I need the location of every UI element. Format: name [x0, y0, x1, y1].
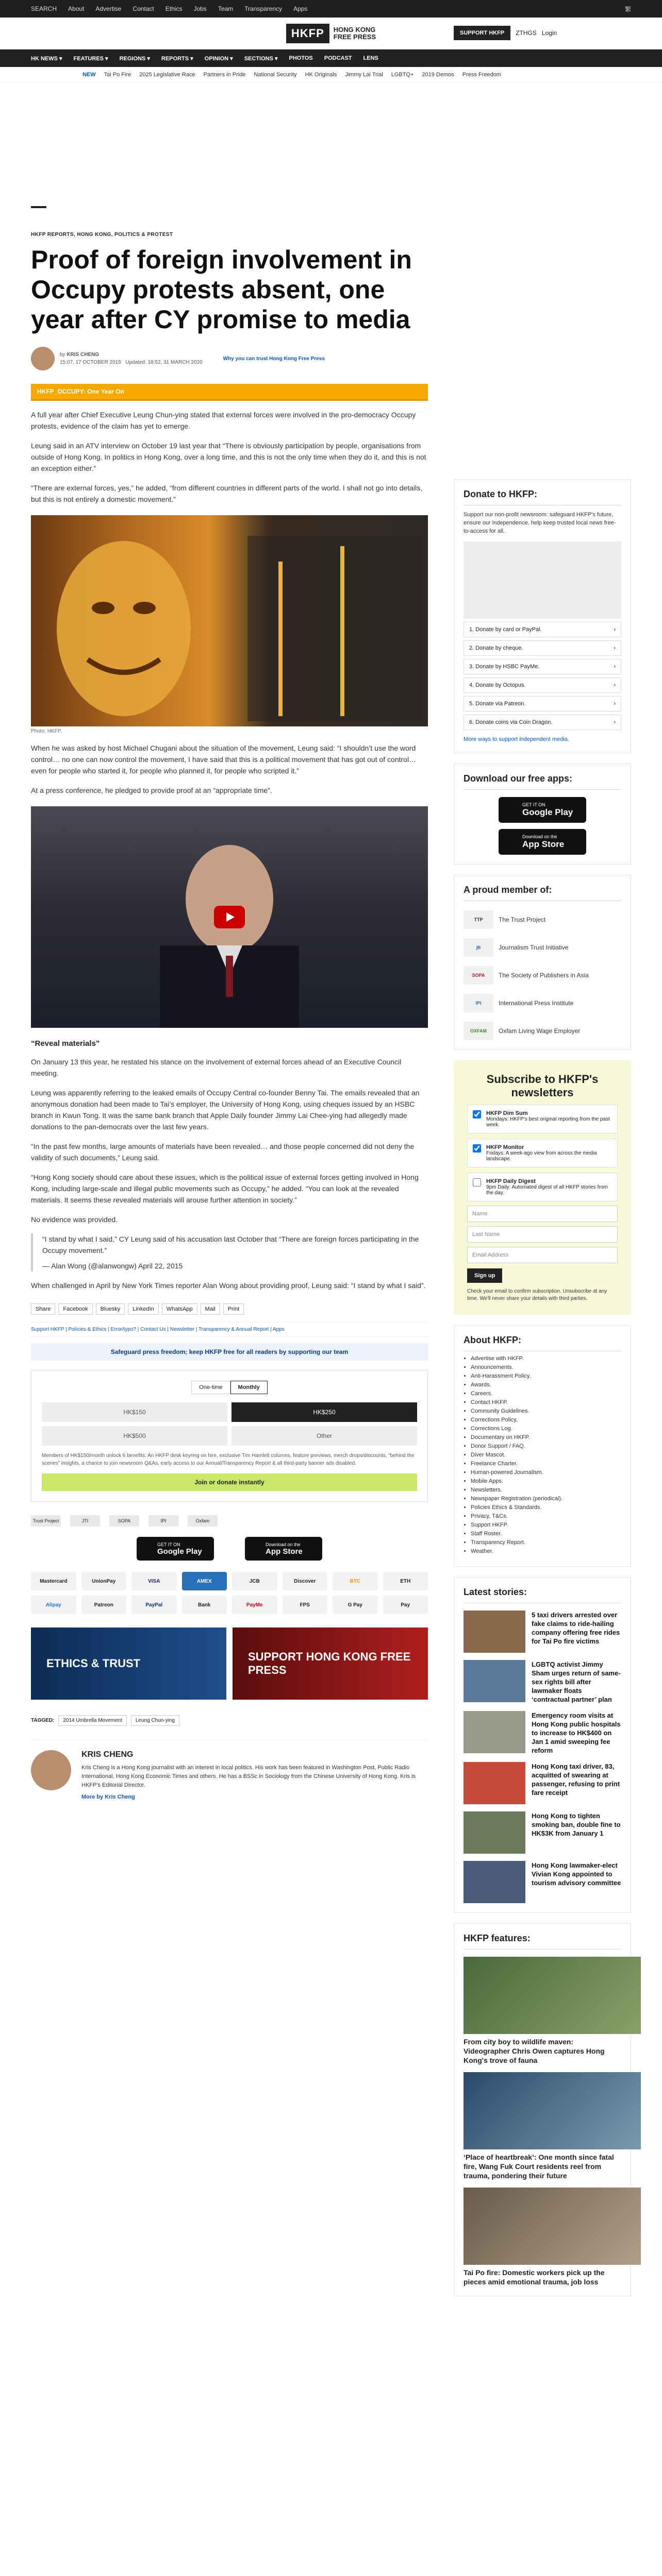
about-link[interactable]: • Mobile Apps.	[471, 1478, 621, 1484]
photo-caption: Photo: HKFP.	[31, 728, 62, 734]
story-title[interactable]: Hong Kong lawmaker-elect Vivian Kong appointed to tourism advisory committee	[532, 1861, 621, 1887]
story-thumb[interactable]	[464, 1762, 525, 1804]
nav-opinion[interactable]: OPINION ▾	[204, 55, 233, 62]
features-widget	[454, 1923, 631, 2296]
about-link[interactable]: • Diver Mascot.	[471, 1452, 621, 1458]
partner-logos	[31, 1515, 428, 1527]
trending-item[interactable]: Tai Po Fire	[104, 71, 131, 78]
ethics-promo[interactable]: ETHICS & TRUST	[31, 1628, 226, 1700]
feature-title[interactable]: ‘Place of heartbreak’: One month since fatal fire, Wang Fuk Court residents reel from trauma, pondering their future	[464, 2153, 614, 2180]
ipi-logo[interactable]: IPI	[148, 1515, 178, 1527]
trending-item[interactable]: Press Freedom	[462, 71, 501, 78]
promo-banners	[31, 1628, 428, 1700]
donate-image	[464, 541, 621, 619]
nav-lens[interactable]: LENS	[363, 55, 378, 61]
newsletter-checkbox[interactable]	[473, 1110, 481, 1118]
applepay-icon[interactable]: Pay	[383, 1596, 428, 1614]
nav-photos[interactable]: PHOTOS	[289, 55, 313, 61]
publish-date: 15:07, 17 OCTOBER 2015	[60, 360, 121, 365]
author-photo[interactable]	[31, 1750, 71, 1790]
newsletter-fine-print: Check your email to confirm subscription. Unsubscribe at any time. We'll never share your details with third parties.	[467, 1289, 607, 1301]
alipay-icon[interactable]: Alipay	[31, 1596, 76, 1614]
about-link[interactable]: • Documentary on HKFP.	[471, 1434, 621, 1440]
top-link-contact[interactable]: Contact	[133, 5, 154, 12]
about-list	[464, 1355, 621, 1554]
donate-option[interactable]: 2. Donate by cheque. ›	[464, 640, 621, 656]
story-thumb[interactable]	[464, 1711, 525, 1753]
apps-widget	[454, 764, 631, 865]
newsletter-widget	[454, 1060, 631, 1315]
newsletter-option[interactable]: HKFP Dim Sum Mondays: HKFP's best original reporting from the past week.	[467, 1105, 618, 1133]
paragraph: “In the past few months, large amounts of materials have been revealed… and those people concerned did not deny the validity of such documents,” Leung said.	[31, 1142, 415, 1162]
trending-item[interactable]: Partners in Pride	[203, 71, 246, 78]
paragraph: When he was asked by host Michael Chugani about the situation of the movement, Leung said: “I shouldn’t use the word control… no one can now control the movement, I have said that this is a political movement that has got out of control… even for people who started it, for people who planned it, for people who scripted it.”	[31, 744, 417, 775]
about-link[interactable]: • Donor Support / FAQ.	[471, 1443, 621, 1449]
tag-link[interactable]: 2014 Umbrella Movement	[58, 1715, 127, 1726]
newsletter-title: Subscribe to HKFP's newsletters	[486, 1073, 599, 1099]
name-input[interactable]: Name	[467, 1206, 618, 1222]
story-item[interactable]	[464, 1762, 621, 1804]
donate-widget	[454, 479, 631, 753]
trending-item[interactable]: 2025 Legislative Race	[139, 71, 195, 78]
tagged-label: TAGGED:	[31, 1718, 55, 1723]
ethereum-icon[interactable]: ETH	[383, 1572, 428, 1590]
more-ways-link[interactable]: More ways to support independent media.	[464, 736, 569, 742]
trending-bar	[0, 67, 662, 82]
about-link[interactable]: • Newsletters.	[471, 1487, 621, 1493]
newsletter-checkbox[interactable]	[473, 1144, 481, 1153]
tag-list	[31, 1715, 428, 1726]
top-link-jobs[interactable]: Jobs	[193, 5, 207, 12]
story-thumb[interactable]	[464, 1811, 525, 1854]
support-promo[interactable]: SUPPORT HONG KONG FREE PRESS	[233, 1628, 428, 1700]
one-time-option[interactable]: One-time	[191, 1381, 230, 1394]
newsletter-checkbox[interactable]	[473, 1178, 481, 1187]
updated-date: Updated: 18:52, 31 MARCH 2020	[125, 360, 203, 365]
fps-icon[interactable]: FPS	[283, 1596, 328, 1614]
author-link[interactable]: KRIS CHENG	[67, 352, 100, 358]
bitcoin-icon[interactable]: BTC	[333, 1572, 378, 1590]
google-play-button[interactable]: GET IT ON Google Play	[137, 1537, 214, 1561]
donate-option[interactable]: 3. Donate by HSBC PayMe. ›	[464, 659, 621, 674]
tag-link[interactable]: Leung Chun-ying	[131, 1715, 179, 1726]
nav-regions[interactable]: REGIONS ▾	[119, 55, 150, 62]
series-banner[interactable]: HKFP_OCCUPY: One Year On	[31, 384, 428, 401]
share-bar	[31, 1303, 428, 1315]
top-link-advertise[interactable]: Advertise	[95, 5, 122, 12]
feature-title[interactable]: From city boy to wildlife maven: Videographer Chris Owen captures Hong Kong's trove of fauna	[464, 2038, 605, 2064]
tweet-cite[interactable]: — Alan Wong (@alanwongw) April 22, 2015	[42, 1262, 183, 1270]
donate-option[interactable]: 4. Donate by Octopus. ›	[464, 677, 621, 693]
story-item[interactable]	[464, 1611, 621, 1653]
member-item[interactable]: jti Journalism Trust Initiative	[464, 938, 621, 957]
paragraph: Leung was apparently referring to the leaked emails of Occupy Central co-founder Benny Tai. The emails revealed that an anonymous donation had been made to Tai’s employer, the University of Hong Kong, using cheques issued by an HSBC branch in Kwun Tong. It was the same bank branch that Apple Daily founder Jimmy Lai Chee-ying had allegedly made donations to the pan-democrats over the last few years.	[31, 1089, 420, 1131]
share-bluesky[interactable]: Bluesky	[96, 1303, 125, 1315]
more-by-author-link[interactable]: More by Kris Cheng	[81, 1794, 135, 1800]
trending-item[interactable]: 2019 Demos	[422, 71, 454, 78]
donate-title: Donate to HKFP:	[464, 489, 621, 505]
gpay-icon[interactable]: G Pay	[333, 1596, 378, 1614]
donate-text: Support our non-profit newsroom: safeguard HKFP's future, ensure our independence, help keep trusted local news free-to-access for all.	[464, 512, 616, 534]
sopa-logo[interactable]: SOPA	[109, 1515, 139, 1527]
article-category[interactable]: HKFP REPORTS, HONG KONG, POLITICS & PROTEST	[31, 232, 173, 238]
nav-hk-news[interactable]: HK NEWS ▾	[31, 55, 62, 62]
join-button[interactable]: Join or donate instantly	[42, 1473, 417, 1491]
story-thumb[interactable]	[464, 1611, 525, 1653]
story-thumb[interactable]	[464, 1660, 525, 1702]
author-avatar[interactable]	[31, 347, 55, 370]
monthly-option[interactable]: Monthly	[230, 1381, 268, 1394]
paragraph: At a press conference, he pledged to provide proof at an “appropriate time”.	[31, 786, 272, 794]
donate-option[interactable]: 6. Donate coins via Coin Dragon. ›	[464, 715, 621, 730]
share-mail[interactable]: Mail	[201, 1303, 220, 1315]
feature-title[interactable]: Tai Po fire: Domestic workers pick up the pieces amid emotional trauma, job loss	[464, 2268, 605, 2286]
amount-option[interactable]: HK$150	[42, 1402, 227, 1422]
member-item[interactable]: OXFAM Oxfam Living Wage Employer	[464, 1022, 621, 1040]
feature-item[interactable]	[464, 1957, 621, 2065]
last-name-input[interactable]: Last Name	[467, 1226, 618, 1243]
trending-item[interactable]: HK Originals	[305, 71, 337, 78]
story-title[interactable]: Emergency room visits at Hong Kong public hospitals to increase to HK$400 on Jan 1 amid sweeping fee reform	[532, 1711, 621, 1754]
about-link[interactable]: • Awards.	[471, 1382, 621, 1388]
about-link[interactable]: • Weather.	[471, 1548, 621, 1554]
about-link[interactable]: • Transparency Report.	[471, 1539, 621, 1546]
story-item[interactable]	[464, 1861, 621, 1903]
about-widget	[454, 1325, 631, 1567]
footer-links[interactable]: Support HKFP | Policies & Ethics | Error/typo? | Contact Us | Newsletter | Transparency & Annual Report | Apps	[31, 1322, 428, 1337]
discover-icon[interactable]: Discover	[283, 1572, 328, 1590]
story-item[interactable]	[464, 1811, 621, 1854]
signup-button[interactable]: Sign up	[467, 1268, 502, 1283]
latest-title: Latest stories:	[464, 1587, 621, 1603]
oxfam-logo[interactable]: Oxfam	[188, 1515, 218, 1527]
email-input[interactable]: Email Address	[467, 1247, 618, 1263]
features-title: HKFP features:	[464, 1933, 621, 1950]
login-link[interactable]: Login	[541, 29, 557, 37]
story-title[interactable]: Hong Kong taxi driver, 83, acquitted of swearing at passenger, refusing to print fare receipt	[532, 1762, 620, 1797]
author-name[interactable]: KRIS CHENG	[81, 1750, 134, 1759]
story-title[interactable]: Hong Kong to tighten smoking ban, double fine to HK$3K from January 1	[532, 1812, 621, 1837]
donation-box	[31, 1370, 428, 1502]
tweet-text: “I stand by what I said,” CY Leung said of his accusation last October that “There are foreign forces participating in the Occupy movement.”	[42, 1235, 419, 1255]
feature-item[interactable]	[464, 2072, 621, 2180]
about-link[interactable]: • Privacy, T&Cs.	[471, 1513, 621, 1519]
sidebar-app-store-button[interactable]: Download on the App Store	[499, 829, 586, 855]
paragraph: When challenged in April by New York Times reporter Alan Wong about providing proof, Leung said: “I stand by what I said”.	[31, 1281, 426, 1290]
share-whatsapp[interactable]: WhatsApp	[162, 1303, 197, 1315]
member-item[interactable]: TTP The Trust Project	[464, 910, 621, 929]
play-button[interactable]	[214, 906, 245, 928]
logo-text: HONG KONG FREE PRESS	[333, 25, 376, 41]
article-title: Proof of foreign involvement in Occupy protests absent, one year after CY promise to media	[31, 245, 412, 334]
about-link[interactable]: • Community Guidelines.	[471, 1408, 621, 1414]
member-benefits: Members of HK$150/month unlock 6 benefits: An HKFP desk keyring on hire, exclusive Tim Hamlett columns, feature previews, merch drops/discounts, “behind the scenes” insights, a chance to join newsroom Q&As, early access to our Annual/Transparency Report & all third-party banner ads disabled.	[42, 1453, 415, 1466]
lang-switch[interactable]: 繁	[624, 5, 631, 13]
about-link[interactable]: • Anti-Harassment Policy.	[471, 1373, 621, 1379]
nav-reports[interactable]: REPORTS ▾	[161, 55, 193, 62]
mastercard-icon[interactable]: Mastercard	[31, 1572, 76, 1590]
trust-link[interactable]: Why you can trust Hong Kong Free Press	[223, 355, 325, 362]
about-link[interactable]: • Careers.	[471, 1391, 621, 1397]
trending-item[interactable]: National Security	[254, 71, 297, 78]
paragraph: “There are external forces, yes,” he added, “from different countries in different parts of the world. I shall not go into details, but this is not entirely a domestic movement.”	[31, 484, 422, 503]
about-link[interactable]: • Freelance Charter.	[471, 1461, 621, 1467]
article-column	[31, 222, 428, 1800]
about-link[interactable]: • Announcements.	[471, 1364, 621, 1370]
frequency-toggle	[42, 1381, 417, 1394]
paypal-icon[interactable]: PayPal	[131, 1596, 177, 1614]
site-header	[0, 18, 662, 49]
amount-grid	[42, 1402, 417, 1446]
newsletter-option[interactable]: HKFP Daily Digest 9pm Daily: Automated digest of all HKFP stories from the day.	[467, 1173, 618, 1201]
main-nav	[0, 49, 662, 67]
patreon-icon[interactable]: Patreon	[81, 1596, 127, 1614]
about-link[interactable]: • Policies Ethics & Standards.	[471, 1504, 621, 1511]
about-link[interactable]: • Support HKFP.	[471, 1522, 621, 1528]
member-item[interactable]: IPI International Press Institute	[464, 994, 621, 1012]
paragraph: Leung said in an ATV interview on October 19 last year that “There is obviously participation by people, organisations from outside of Hong Kong. In politics in Hong Kong, over a long time, and this is not the only time when they do it, and this is not an exception either.”	[31, 442, 426, 472]
paragraph: No evidence was provided.	[31, 1215, 118, 1224]
about-link[interactable]: • Advertise with HKFP.	[471, 1355, 621, 1362]
author-box	[31, 1739, 428, 1800]
subheading: “Reveal materials”	[31, 1039, 100, 1048]
about-link[interactable]: • Corrections Policy.	[471, 1417, 621, 1423]
share-facebook[interactable]: Facebook	[58, 1303, 92, 1315]
safeguard-banner[interactable]: Safeguard press freedom; keep HKFP free for all readers by supporting our team	[31, 1343, 428, 1361]
sidebar	[454, 479, 631, 2296]
app-store-buttons	[31, 1537, 428, 1561]
member-widget	[454, 875, 631, 1050]
apps-title: Download our free apps:	[464, 773, 621, 790]
lang-link[interactable]: ZTHGS	[516, 29, 537, 37]
about-link[interactable]: • Newspaper Registration (periodical).	[471, 1496, 621, 1502]
top-link-apps[interactable]: Apps	[293, 5, 308, 12]
feature-image[interactable]	[464, 2072, 641, 2149]
story-item[interactable]	[464, 1711, 621, 1755]
newsletter-option[interactable]: HKFP Monitor Fridays: A week-ago view from across the media landscape.	[467, 1139, 618, 1167]
payment-methods	[31, 1572, 428, 1614]
donate-option[interactable]: 5. Donate via Patreon. ›	[464, 696, 621, 711]
nav-podcast[interactable]: PODCAST	[324, 55, 352, 61]
kicker-line	[31, 206, 46, 208]
nav-sections[interactable]: SECTIONS ▾	[244, 55, 278, 62]
paragraph: A full year after Chief Executive Leung Chun-ying stated that external forces were involved in the pro-democracy Occupy protests, evidence of the claim has yet to emerge.	[31, 411, 416, 430]
share-linkedin[interactable]: LinkedIn	[128, 1303, 159, 1315]
author-bio: Kris Cheng is a Hong Kong journalist with an interest in local politics. His work has been featured in Washington Post, Public Radio International, Hong Kong Economic Times and others. He has a BSSc in Sociology from the Chinese University of Hong Kong. Kris is HKFP's Editorial Director.	[81, 1765, 416, 1788]
nav-features[interactable]: FEATURES ▾	[73, 55, 108, 62]
visa-icon[interactable]: VISA	[131, 1572, 177, 1590]
support-button[interactable]: SUPPORT HKFP	[454, 26, 510, 40]
site-logo[interactable]	[286, 24, 376, 43]
jti-logo[interactable]: JTI	[70, 1515, 100, 1527]
jcb-icon[interactable]: JCB	[232, 1572, 277, 1590]
story-title[interactable]: 5 taxi drivers arrested over fake claims to ride-hailing company offering free rides for Tai Po fire victims	[532, 1611, 620, 1645]
about-link[interactable]: • Corrections Log.	[471, 1426, 621, 1432]
search-link[interactable]: SEARCH	[31, 5, 57, 12]
about-link[interactable]: • Contact HKFP.	[471, 1399, 621, 1405]
top-link-ethics[interactable]: Ethics	[165, 5, 183, 12]
trending-label: NEW	[82, 71, 96, 78]
trending-item[interactable]: Jimmy Lai Trial	[345, 71, 383, 78]
about-title: About HKFP:	[464, 1335, 621, 1351]
paragraph: “Hong Kong society should care about these issues, which is the political issue of external forces getting involved in Hong Kong, including large-scale and illegal public movements such as Occupy,” he added. “You can look at the revealed materials. It seems these revealed materials will arouse further attention in society.”	[31, 1173, 419, 1204]
top-link-transparency[interactable]: Transparency	[244, 5, 283, 12]
member-item[interactable]: SOPA The Society of Publishers in Asia	[464, 966, 621, 985]
member-title: A proud member of:	[464, 885, 621, 901]
top-link-team[interactable]: Team	[218, 5, 234, 12]
payme-icon[interactable]: PayMe	[232, 1596, 277, 1614]
share-label: Share	[31, 1303, 55, 1315]
about-link[interactable]: • Staff Roster.	[471, 1531, 621, 1537]
sidebar-google-play-button[interactable]: GET IT ON Google Play	[499, 797, 586, 823]
amount-option-selected[interactable]: HK$250	[231, 1402, 417, 1422]
story-title[interactable]: LGBTQ activist Jimmy Sham urges return of same-sex rights bill after lawmaker floats ‘contractual partner’ plan	[532, 1660, 621, 1703]
paragraph: On January 13 this year, he restated his stance on the involvement of external forces ahead of an Executive Council meeting.	[31, 1058, 402, 1077]
share-print[interactable]: Print	[223, 1303, 244, 1315]
trending-item[interactable]: LGBTQ+	[391, 71, 414, 78]
app-store-button[interactable]: Download on the App Store	[245, 1537, 322, 1561]
logo-mark: HKFP	[286, 24, 329, 43]
trust-project-logo[interactable]: Trust Project	[31, 1515, 61, 1527]
feature-image[interactable]	[464, 1957, 641, 2034]
amount-option[interactable]: HK$500	[42, 1426, 227, 1446]
amount-option[interactable]: Other	[231, 1426, 417, 1446]
top-bar	[0, 0, 662, 18]
bank-icon[interactable]: Bank	[182, 1596, 227, 1614]
tweet-quote	[31, 1233, 428, 1272]
photo-illustration	[31, 515, 428, 726]
story-item[interactable]	[464, 1660, 621, 1704]
video-embed[interactable]	[31, 806, 428, 1028]
feature-image[interactable]	[464, 2188, 641, 2265]
unionpay-icon[interactable]: UnionPay	[81, 1572, 127, 1590]
latest-widget	[454, 1577, 631, 1913]
donate-options	[464, 622, 621, 730]
amex-icon[interactable]: AMEX	[182, 1572, 227, 1590]
top-link-about[interactable]: About	[68, 5, 85, 12]
feature-item[interactable]	[464, 2188, 621, 2286]
donate-option[interactable]: 1. Donate by card or PayPal. ›	[464, 622, 621, 637]
story-thumb[interactable]	[464, 1861, 525, 1903]
byline: by KRIS CHENG 15:07, 17 OCTOBER 2015 Updated: 18:52, 31 MARCH 2020 Why you can trust Hong Kong Free Press	[31, 347, 428, 370]
article-photo	[31, 515, 428, 726]
about-link[interactable]: • Human-powered Journalism.	[471, 1469, 621, 1476]
